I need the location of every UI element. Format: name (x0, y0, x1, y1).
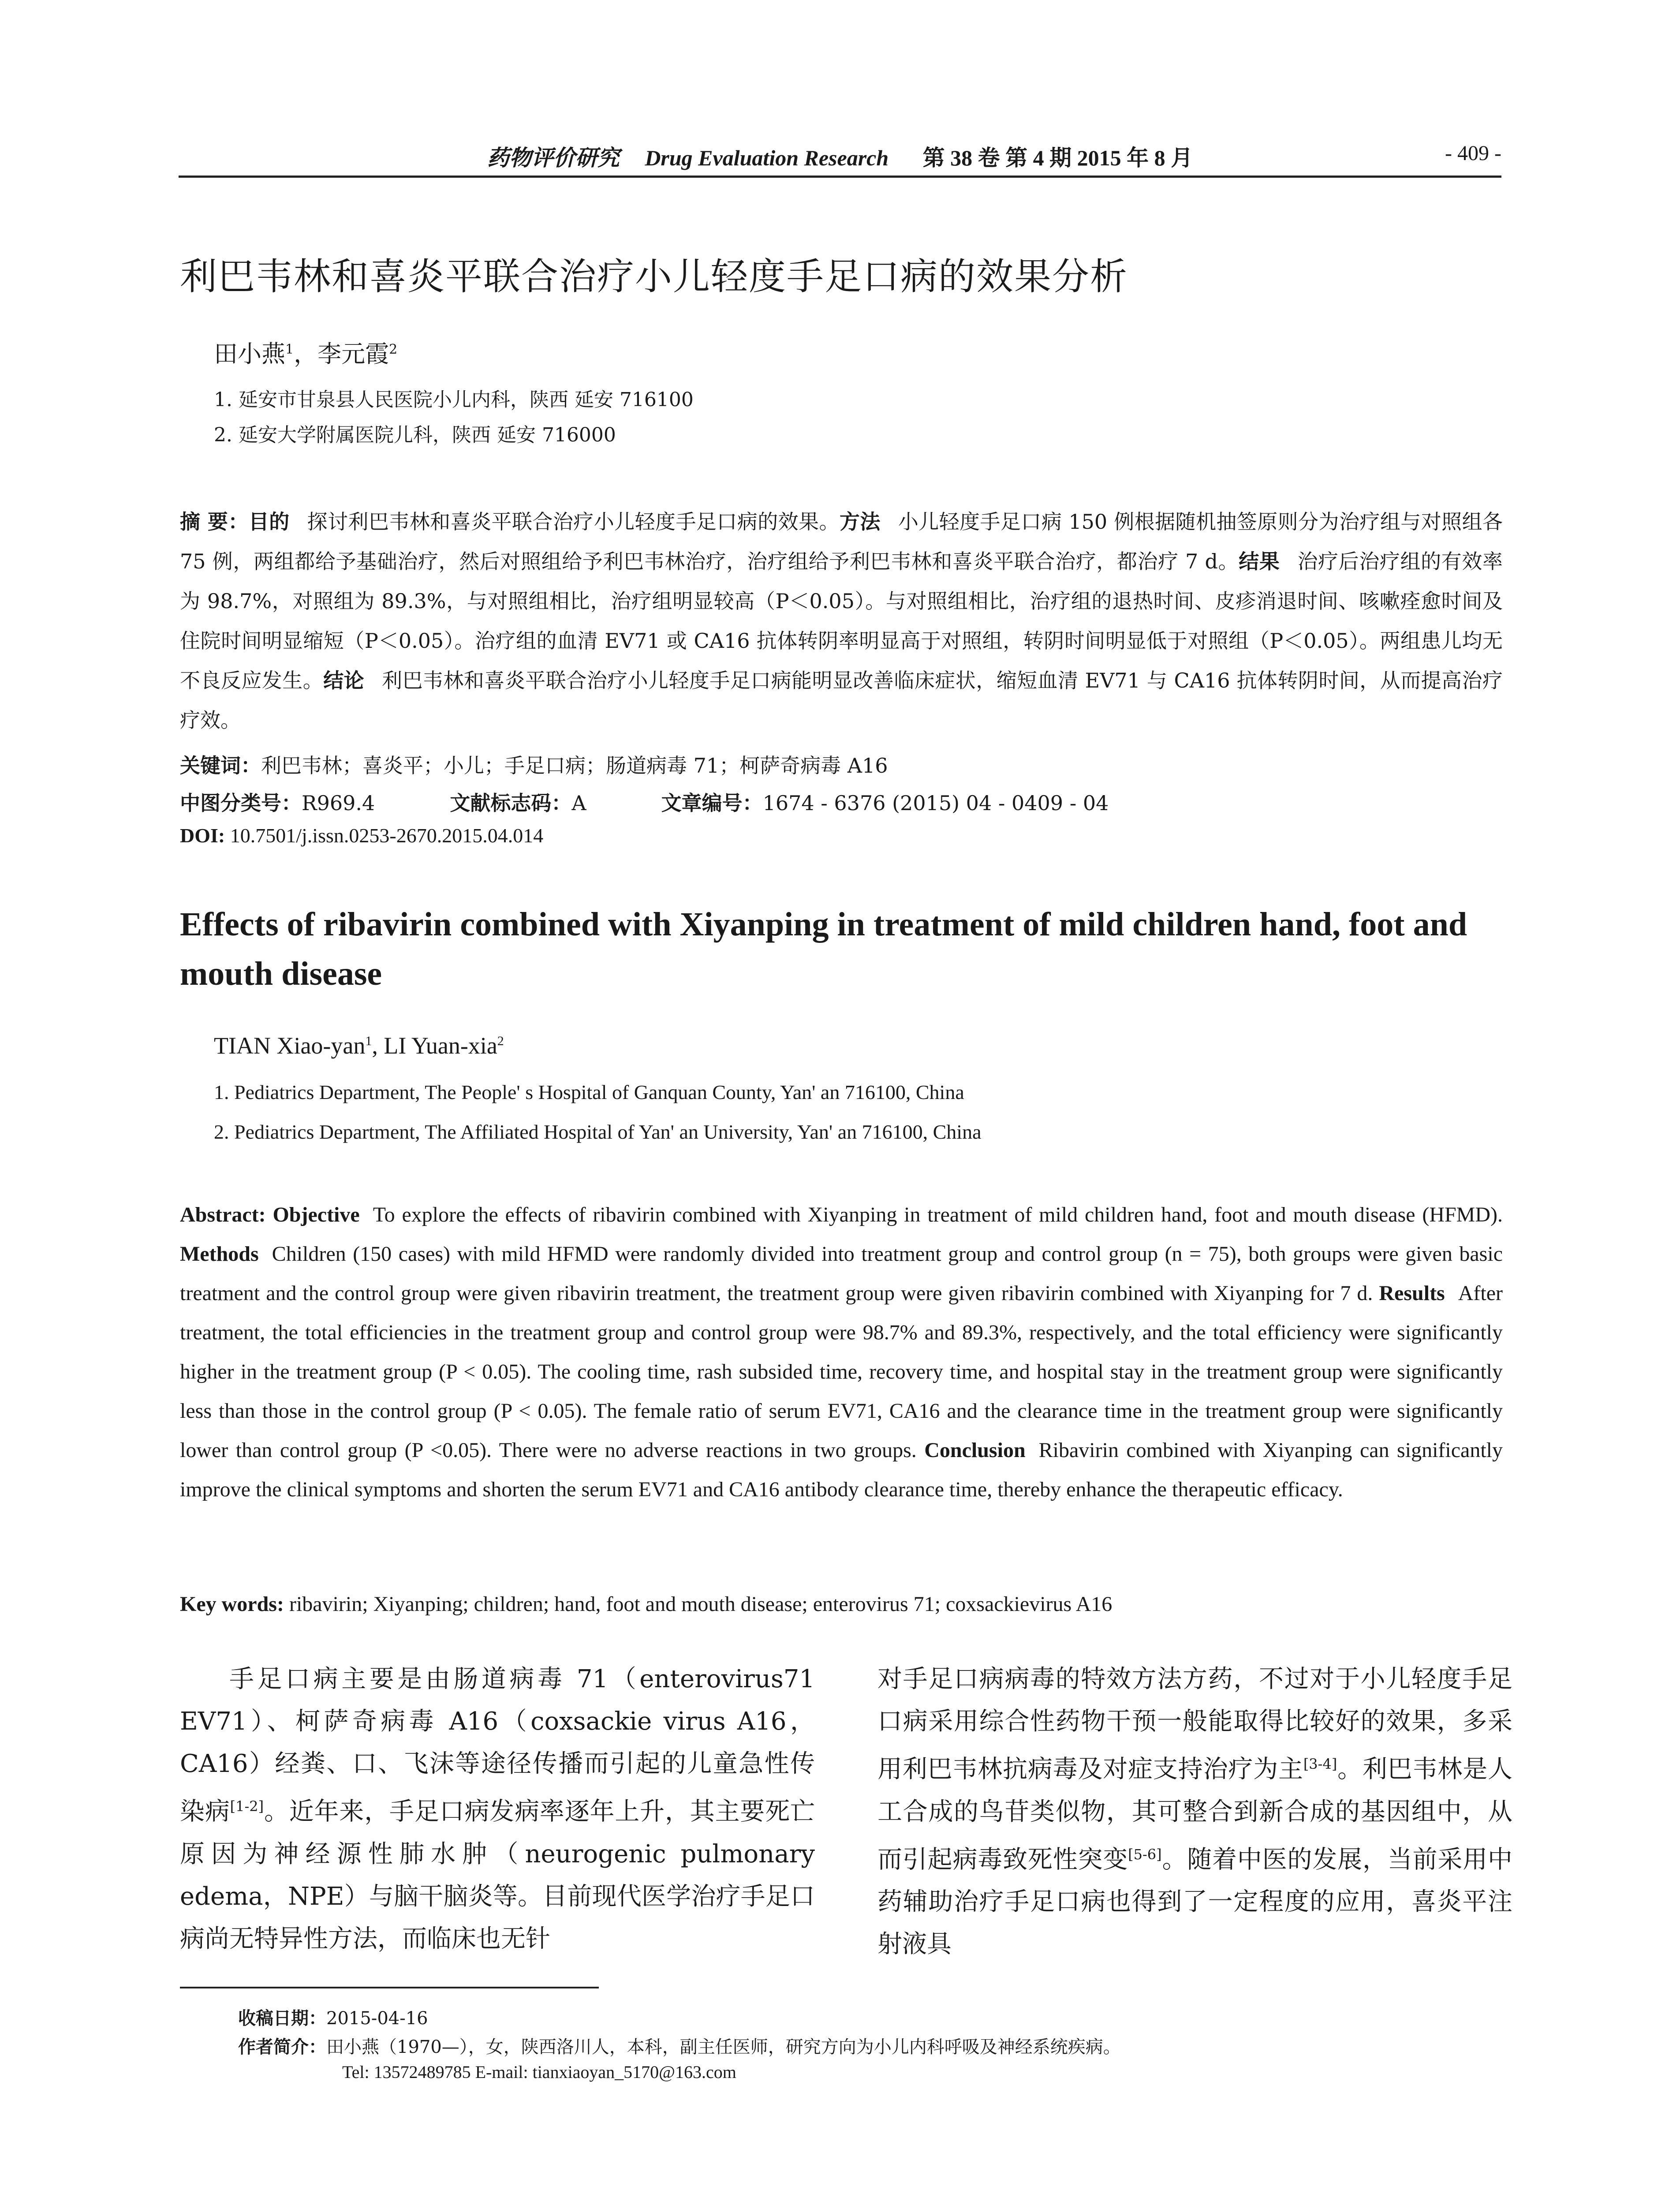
authors-en (214, 1032, 504, 1059)
objective-text-en: To explore the effects of ribavirin combined with Xiyanping in treatment of mild children hand, foot and mouth disease (HFMD). (373, 1203, 1503, 1226)
body-text: 。随着中医的发展，当前采用中药辅助治疗手足口病也得到了一定程度的应用，喜炎平注射液具 (877, 1845, 1512, 1959)
abstract-en (180, 1195, 1503, 1509)
author-2-sup: 2 (389, 342, 398, 357)
doc-code-value: A (571, 791, 586, 815)
abstract-cn (180, 502, 1503, 740)
affiliation-2-cn: 2. 延安大学附属医院儿科，陕西 延安 716000 (214, 424, 616, 446)
body-paragraph (180, 1658, 815, 1960)
author-1-en: TIAN Xiao-yan (214, 1032, 366, 1059)
methods-text-cn: 小儿轻度手足口病 150 例根据随机抽签原则分为治疗组与对照组各 75 例，两组都给予基础治疗，然后对照组给予利巴韦林治疗，治疗组给予利巴韦林和喜炎平联合治疗，都治疗 7 d。 (180, 510, 1503, 573)
author-separator: ， (294, 340, 318, 368)
objective-label-cn: 目的 (248, 510, 290, 534)
citation-ref[interactable]: [5-6] (1128, 1846, 1162, 1863)
doc-code-label: 文献标志码： (450, 791, 572, 815)
author-2-cn: 李元霞 (317, 340, 389, 368)
body-text: 。利巴韦林是人工合成的鸟苷类似物，其可整合到新合成的基因组中，从而引起病毒致死性突变 (877, 1755, 1512, 1874)
article-title-en: Effects of ribavirin combined with Xiyanping in treatment of mild children hand, foot and mouth disease (180, 906, 1467, 992)
methods-text-en: Children (150 cases) with mild HFMD were randomly divided into treatment group and control group (n = 75), both groups were given basic treatment and the control group were given ribavirin treatment, the treatment group were given ribavirin combined with Xiyanping for 7 d. (180, 1242, 1503, 1305)
affiliation-1-cn: 1. 延安市甘泉县人民医院小儿内科，陕西 延安 716100 (214, 389, 694, 411)
clc-label: 中图分类号： (180, 791, 302, 815)
author-2-en-sup: 2 (497, 1034, 504, 1048)
classification-line (180, 787, 1109, 816)
keywords-cn (180, 750, 888, 779)
conclusion-text-en: Ribavirin combined with Xiyanping can significantly improve the clinical symptoms and shorten the serum EV71 and CA16 antibody clearance time, thereby enhance the therapeutic efficacy. (180, 1439, 1503, 1501)
issue-info: 第 38 卷 第 4 期 2015 年 8 月 (922, 146, 1193, 170)
body-text: 对手足口病病毒的特效方法方药，不过对于小儿轻度手足口病采用综合性药物干预一般能取得比较好的效果，多采用利巴韦林抗病毒及对症支持治疗为主 (877, 1665, 1512, 1784)
citation-ref[interactable]: [3-4] (1303, 1756, 1337, 1772)
affiliation-1-en: 1. Pediatrics Department, The People' s Hospital of Ganquan County, Yan' an 716100, China (214, 1081, 964, 1103)
author-1-cn: 田小燕 (214, 340, 285, 368)
article-title-cn: 利巴韦林和喜炎平联合治疗小儿轻度手足口病的效果分析 (180, 255, 1128, 298)
citation-ref[interactable]: [1-2] (230, 1798, 264, 1815)
authors-cn (214, 335, 397, 369)
received-label: 收稿日期： (238, 2008, 326, 2029)
footnote-author (238, 2033, 1121, 2058)
header-divider (179, 176, 1501, 178)
doi-line (180, 824, 543, 847)
affiliation-2-en: 2. Pediatrics Department, The Affiliated Hospital of Yan' an University, Yan' an 716100, China (214, 1121, 982, 1143)
methods-label-en: Methods (180, 1242, 259, 1266)
body-paragraph (877, 1658, 1512, 1966)
conclusion-label-cn: 结论 (323, 669, 365, 692)
footnote-received (238, 2004, 428, 2029)
keywords-en (180, 1592, 1112, 1616)
abstract-label-en: Abstract: (180, 1203, 266, 1226)
keywords-value-en: ribavirin; Xiyanping; children; hand, foot and mouth disease; enterovirus 71; coxsackievirus A16 (289, 1592, 1113, 1616)
body-text: 。近年来，手足口病发病率逐年上升，其主要死亡原因为神经源性肺水肿（neurogenic pulmonary edema，NPE）与脑干脑炎等。目前现代医学治疗手足口病尚无特异性方法，而临床也无针 (180, 1797, 815, 1953)
objective-text-cn: 探讨利巴韦林和喜炎平联合治疗小儿轻度手足口病的效果。 (307, 510, 840, 534)
results-label-cn: 结果 (1239, 549, 1280, 573)
article-number-value: 1674 - 6376 (2015) 04 - 0409 - 04 (762, 791, 1109, 815)
results-text-en: After treatment, the total efficiencies in the treatment group and control group were 98.7% and 89.3%, respectively, and the total efficiency were significantly higher in the treatment group (P < 0.05). The cooling time, rash subsided time, recovery time, and hospital stay in the treatment group were significantly less than those in the control group (P < 0.05). The female ratio of serum EV71, CA16 and the clearance time in the treatment group were significantly lower than control group (P <0.05). There were no adverse reactions in two groups. (180, 1282, 1503, 1462)
body-column-left (180, 1658, 815, 1960)
conclusion-label-en: Conclusion (924, 1439, 1026, 1462)
clc-value: R969.4 (302, 791, 375, 815)
doi-label: DOI: (180, 824, 225, 847)
footnote-contact: Tel: 13572489785 E-mail: tianxiaoyan_5170@163.com (342, 2062, 736, 2082)
footnote-divider (180, 1987, 599, 1988)
keywords-label-cn: 关键词： (180, 754, 261, 777)
results-label-en: Results (1379, 1282, 1445, 1305)
objective-label-en: Objective (273, 1203, 360, 1226)
received-date: 2015-04-16 (326, 2008, 428, 2029)
keywords-label-en: Key words: (180, 1592, 284, 1616)
methods-label-cn: 方法 (839, 510, 881, 534)
author-1-sup: 1 (285, 342, 294, 357)
keywords-value-cn: 利巴韦林；喜炎平；小儿；手足口病；肠道病毒 71；柯萨奇病毒 A16 (261, 754, 888, 777)
author-bio-label: 作者简介： (238, 2037, 326, 2057)
author-2-en: LI Yuan-xia (384, 1032, 497, 1059)
doi-value[interactable]: 10.7501/j.issn.0253-2670.2015.04.014 (230, 824, 544, 847)
header-journal-line (179, 140, 1501, 172)
journal-name-en: Drug Evaluation Research (645, 146, 889, 170)
abstract-label-cn: 摘 要： (180, 510, 249, 534)
author-separator-en: , (372, 1032, 384, 1059)
page-number: - 409 - (1445, 142, 1501, 165)
conclusion-text-cn: 利巴韦林和喜炎平联合治疗小儿轻度手足口病能明显改善临床症状，缩短血清 EV71 与 CA16 抗体转阴时间，从而提高治疗疗效。 (180, 669, 1503, 732)
author-1-en-sup: 1 (365, 1034, 372, 1048)
article-number-label: 文章编号： (661, 791, 763, 815)
running-header (179, 140, 1501, 176)
journal-logo-cn: 药物评价研究 (487, 145, 620, 171)
body-text: 手足口病主要是由肠道病毒 71（enterovirus71 EV71）、柯萨奇病毒 A16（coxsackie virus A16，CA16）经粪、口、飞沫等途径传播而引起的儿童急性传染病 (180, 1665, 815, 1826)
author-bio: 田小燕（1970—），女，陕西洛川人，本科，副主任医师，研究方向为小儿内科呼吸及神经系统疾病。 (326, 2037, 1121, 2057)
results-text-cn: 治疗后治疗组的有效率为 98.7%，对照组为 89.3%，与对照组相比，治疗组明显较高（P＜0.05）。与对照组相比，治疗组的退热时间、皮疹消退时间、咳嗽痊愈时间及住院时间明显缩短（P＜0.05）。治疗组的血清 EV71 或 CA16 抗体转阴率明显高于对照组，转阴时间明显低于对照组（P＜0.05）。两组患儿均无不良反应发生。 (180, 549, 1503, 692)
body-column-right (877, 1658, 1512, 1966)
